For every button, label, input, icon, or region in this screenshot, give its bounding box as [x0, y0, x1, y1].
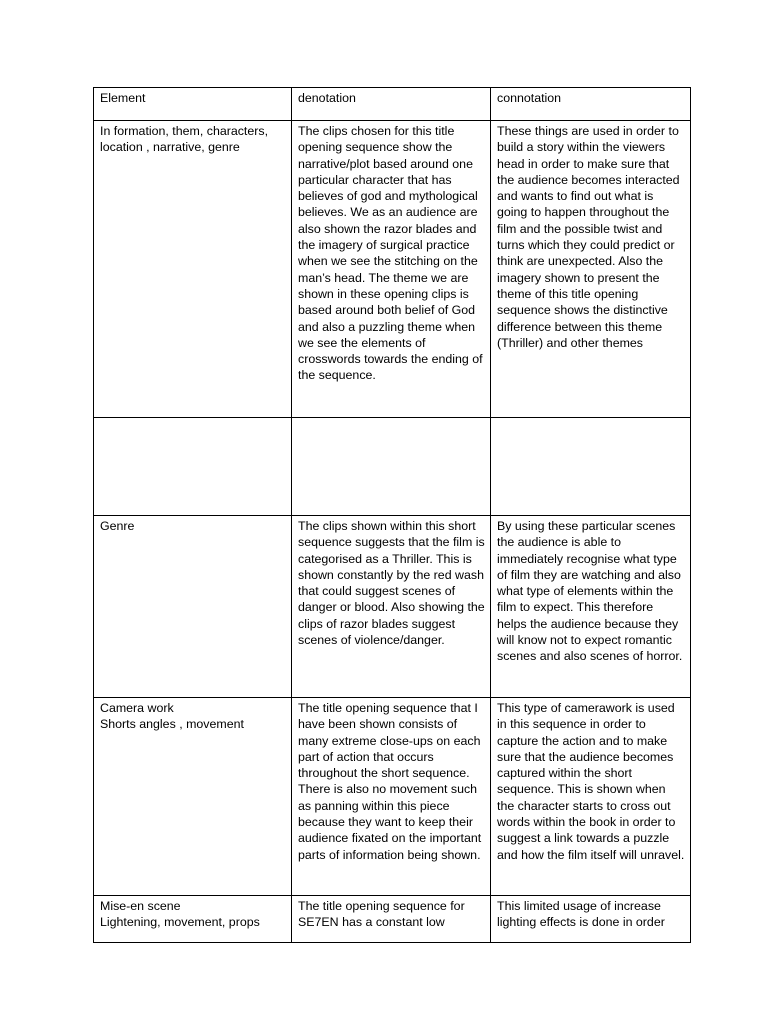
- table-row: [94, 121, 691, 418]
- row-connotation-cell: These things are used in order to build a story within the viewers head in order to make sure that the audience becomes interacted and wants to find out what is going to happen throughout the film and the possible twist and turns which they could predict or think are unexpected. Also the imagery shown to present the theme of this title opening sequence shows the distinctive difference between this theme (Thriller) and other themes: [491, 121, 691, 418]
- row-denotation-cell: The title opening sequence for SE7EN has a constant low: [292, 896, 491, 943]
- row-connotation-cell: This limited usage of increase lighting effects is done in order: [491, 896, 691, 943]
- table-row: [94, 896, 691, 943]
- table-row: [94, 698, 691, 896]
- row-connotation-cell: [491, 418, 691, 516]
- row-denotation-cell: The title opening sequence that I have been shown consists of many extreme close-ups on each part of action that occurs throughout the short sequence. There is also no movement such as panning within this piece because they want to keep their audience fixated on the important parts of information being shown.: [292, 698, 491, 896]
- row-element-cell: Genre: [94, 516, 292, 698]
- row-denotation-cell: The clips chosen for this title opening sequence show the narrative/plot based around one particular character that has believes of god and mythological believes. We as an audience are also shown the razor blades and the imagery of surgical practice when we see the stitching on the man’s head. The theme we are shown in these opening clips is based around both belief of God and also a puzzling theme when we see the elements of crosswords towards the ending of the sequence.: [292, 121, 491, 418]
- row-element-cell: In formation, them, characters, location , narrative, genre: [94, 121, 292, 418]
- row-element-cell: [94, 418, 292, 516]
- row-denotation-cell: [292, 418, 491, 516]
- header-denotation: denotation: [292, 88, 491, 121]
- analysis-table: [93, 87, 691, 943]
- row-element-cell: Mise-en scene Lightening, movement, props: [94, 896, 292, 943]
- header-connotation: connotation: [491, 88, 691, 121]
- row-element-cell: Camera work Shorts angles , movement: [94, 698, 292, 896]
- table-row: [94, 516, 691, 698]
- row-denotation-cell: The clips shown within this short sequence suggests that the film is categorised as a Thriller. This is shown constantly by the red wash that could suggest scenes of danger or blood. Also showing the clips of razor blades suggest scenes of violence/danger.: [292, 516, 491, 698]
- header-element: Element: [94, 88, 292, 121]
- row-connotation-cell: By using these particular scenes the audience is able to immediately recognise what type of film they are watching and also what type of elements within the film to expect. This therefore helps the audience because they will know not to expect romantic scenes and also scenes of horror.: [491, 516, 691, 698]
- row-connotation-cell: This type of camerawork is used in this sequence in order to capture the action and to make sure that the audience becomes captured within the short sequence. This is shown when the character starts to cross out words within the book in order to suggest a link towards a puzzle and how the film itself will unravel.: [491, 698, 691, 896]
- table-row: [94, 418, 691, 516]
- table-header-row: [94, 88, 691, 121]
